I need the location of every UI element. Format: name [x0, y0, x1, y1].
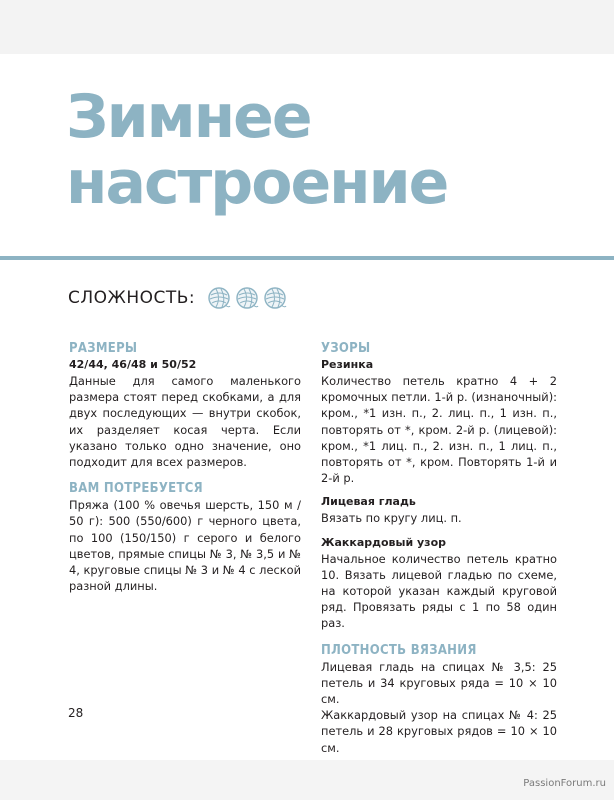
gauge-heading: ПЛОТНОСТЬ ВЯЗАНИЯ: [321, 642, 477, 658]
right-column: [321, 340, 557, 756]
bottom-band: [0, 760, 614, 800]
title-line-2: настроение: [66, 148, 448, 218]
complexity-rating: [68, 286, 287, 310]
ribbing-title: Резинка: [321, 358, 374, 371]
yarn-ball-icon: [207, 286, 231, 310]
jacquard-title: Жаккардовый узор: [321, 535, 446, 549]
materials-text: Пряжа (100 % овечья шерсть, 150 м / 50 г): 500 (550/600) г черного цвета, по 100 (150/150) г серого и белого цветов, прямые спицы № 3, № 3,5 и № 4, круговые спицы № 3 и № 4 с леской разной длины.: [69, 498, 301, 594]
watermark: PassionForum.ru: [523, 778, 606, 789]
title-divider: [0, 256, 614, 260]
gauge-line-2: Жаккардовый узор на спицах № 4: 25 петель и 28 круговых рядов = 10 × 10 см.: [321, 708, 557, 755]
jacquard-text: Начальное количество петель кратно 10. Вязать лицевой гладью по схеме, на которой указан каждый круговой ряд. Провязать ряды с 1 по 58 один раз.: [321, 551, 557, 631]
title-line-1: Зимнее: [66, 82, 311, 152]
sizes-values: 42/44, 46/48 и 50/52: [69, 358, 197, 371]
stockinette-title: Лицевая гладь: [321, 495, 416, 509]
complexity-label: СЛОЖНОСТЬ:: [68, 288, 196, 308]
top-band: [0, 0, 614, 54]
gauge-line-1: Лицевая гладь на спицах № 3,5: 25 петель и 34 круговых ряда = 10 × 10 см.: [321, 659, 557, 707]
page-number: 28: [68, 706, 84, 720]
complexity-balls: [207, 286, 287, 310]
sizes-heading: РАЗМЕРЫ: [69, 341, 138, 356]
page-title: [66, 84, 447, 216]
patterns-heading: УЗОРЫ: [321, 341, 371, 356]
sizes-text: Данные для самого маленького размера стоят перед скобками, а для двух последующих — внутри скобок, их разделяет косая черта. Если указано только одно значение, оно подходит для всех размеров.: [69, 374, 301, 470]
left-column: [69, 340, 301, 594]
yarn-ball-icon: [235, 286, 259, 310]
materials-heading: ВАМ ПОТРЕБУЕТСЯ: [69, 481, 203, 497]
ribbing-text: Количество петель кратно 4 + 2 кромочных петли. 1-й р. (изнаночный): кром., *1 изн. п., 2. лиц. п., 1 изн. п., повторять от *, кром. 2-й р. (лицевой): кром., *1 лиц. п., 2. изн. п., 1 лиц. п., повторять от *, кром. Повторять 1-й и 2-й р.: [321, 374, 557, 486]
yarn-ball-icon: [263, 286, 287, 310]
stockinette-text: Вязать по кругу лиц. п.: [321, 511, 462, 526]
